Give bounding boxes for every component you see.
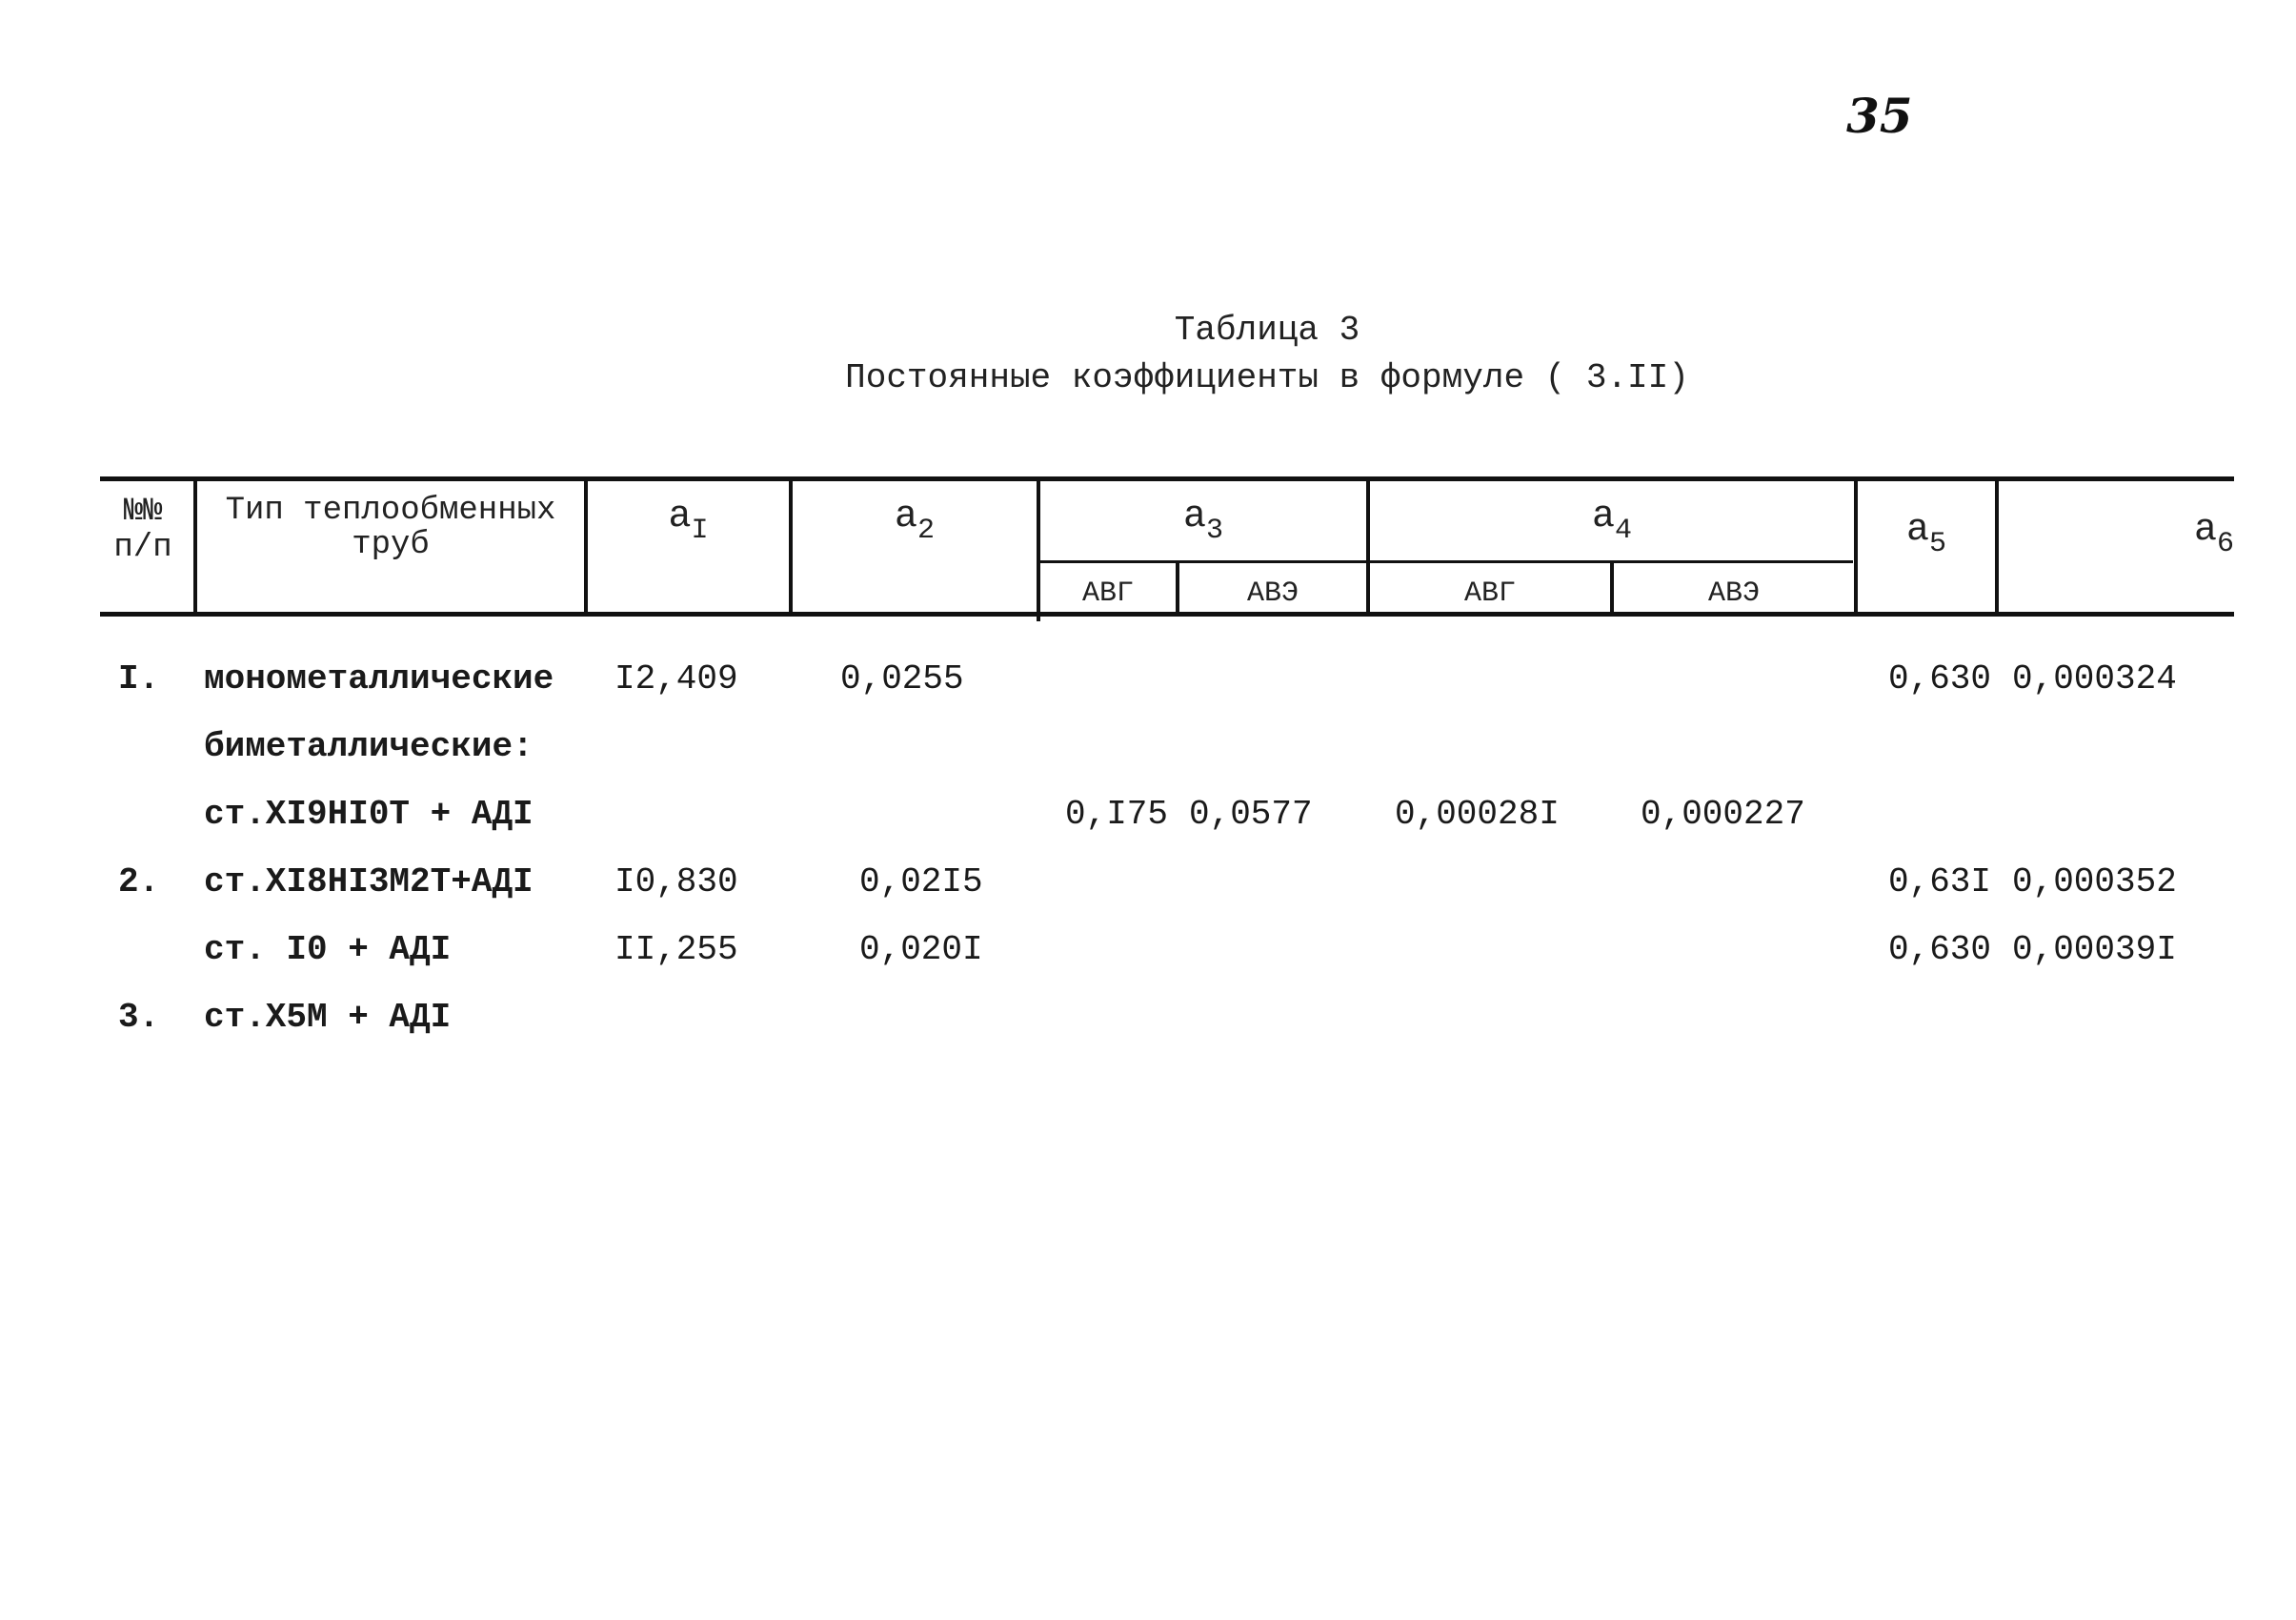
table-top-rule — [100, 476, 2234, 481]
header-a4-letter: a — [1591, 496, 1615, 538]
header-a6 — [2001, 509, 2234, 560]
header-number — [95, 494, 191, 566]
header-number-line1: №№ — [123, 494, 163, 530]
header-number-line2: п/п — [113, 530, 172, 566]
header-a3-subscript: 3 — [1206, 515, 1224, 547]
table-subtitle: Постоянные коэффициенты в формуле ( 3.II) — [845, 358, 1689, 397]
column-divider — [193, 476, 197, 616]
row-a1: II,255 — [614, 930, 738, 969]
row-tube-type: ст.XI8HI3M2T+АДI — [204, 862, 534, 901]
header-a3-avg: АВГ — [1081, 577, 1134, 610]
header-a1-letter: a — [668, 496, 692, 538]
header-a4-avg: АВГ — [1463, 577, 1516, 610]
row-a3-ave: 0,0577 — [1189, 795, 1313, 834]
row-tube-type: биметаллические: — [204, 727, 534, 766]
header-tube-type-line2: труб — [352, 527, 430, 563]
page-number: 35 — [1846, 88, 1913, 144]
column-divider — [1995, 476, 1999, 616]
row-a2: 0,020I — [859, 930, 983, 969]
row-a5: 0,630 — [1888, 659, 1992, 699]
subheader-rule-a3-a4 — [1038, 560, 1853, 563]
table-header-bottom-rule — [100, 612, 2234, 617]
row-a5: 0,63I — [1888, 862, 1992, 901]
header-a4-subscript: 4 — [1615, 515, 1633, 547]
row-a1: I0,830 — [614, 862, 738, 901]
row-a4-ave: 0,000227 — [1641, 795, 1805, 834]
header-a5-subscript: 5 — [1929, 528, 1947, 560]
row-a6: 0,00039I — [2012, 930, 2177, 969]
row-number: I. — [118, 659, 160, 699]
row-a4-avg: 0,00028I — [1395, 795, 1560, 834]
column-divider — [789, 476, 793, 616]
header-a2 — [796, 496, 1034, 547]
header-a5-letter: a — [1905, 509, 1929, 552]
header-a1-subscript: I — [691, 515, 709, 547]
row-a6: 0,000352 — [2012, 862, 2177, 901]
column-divider — [584, 476, 588, 616]
row-a5: 0,630 — [1888, 930, 1992, 969]
header-a1 — [591, 496, 786, 547]
row-a2: 0,02I5 — [859, 862, 983, 901]
header-a3-ave: АВЭ — [1246, 577, 1299, 610]
header-a4 — [1373, 496, 1851, 547]
header-a4-ave: АВЭ — [1707, 577, 1760, 610]
row-a3-avg: 0,I75 — [1065, 795, 1169, 834]
row-number: 2. — [118, 862, 160, 901]
row-a6: 0,000324 — [2012, 659, 2177, 699]
row-a2: 0,0255 — [840, 659, 964, 699]
row-number: 3. — [118, 998, 160, 1037]
header-a2-letter: a — [894, 496, 917, 538]
header-a2-subscript: 2 — [917, 515, 936, 547]
header-tube-type — [200, 494, 581, 562]
table-title: Таблица 3 — [1174, 311, 1360, 350]
header-a3-letter: a — [1182, 496, 1206, 538]
header-a6-letter: a — [2193, 509, 2217, 552]
row-tube-type: ст.XI9HI0T + АДI — [204, 795, 534, 834]
header-tube-type-line1: Тип теплообменных — [225, 493, 556, 529]
column-divider — [1854, 476, 1858, 616]
header-a5 — [1861, 509, 1992, 560]
row-tube-type: ст.X5M + АДI — [204, 998, 452, 1037]
header-a3 — [1043, 496, 1363, 547]
row-tube-type: ст. I0 + АДI — [204, 930, 452, 969]
header-a6-subscript: 6 — [2216, 528, 2234, 560]
row-tube-type: монометаллические — [204, 659, 554, 699]
row-a1: I2,409 — [614, 659, 738, 699]
